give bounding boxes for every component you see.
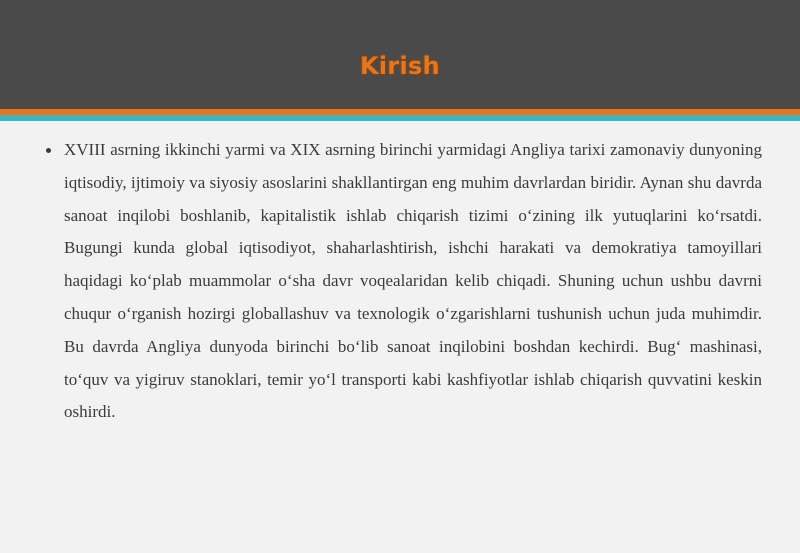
- bullet-item: [40, 134, 762, 429]
- slide-title: Kirish: [359, 52, 441, 80]
- bullet-text: XVIII asrning ikkinchi yarmi va XIX asrning birinchi yarmidagi Angliya tarixi zamonaviy dunyoning iqtisodiy, ijtimoiy va siyosiy asoslarini shakllantirgan eng muhim davrlardan biridir. Aynan shu davrda sanoat inqilobi boshlanib, kapitalistik ishlab chiqarish tizimi o‘zining ilk yutuqlarini ko‘rsatdi. Bugungi kunda global iqtisodiyot, shaharlashtirish, ishchi harakati va demokratiya tamoyillari haqidagi ko‘plab muammolar o‘sha davr voqealaridan kelib chiqadi. Shuning uchun ushbu davrni chuqur o‘rganish hozirgi globallashuv va texnologik o‘zgarishlarni tushunish uchun juda muhimdir. Bu davrda Angliya dunyoda birinchi bo‘lib sanoat inqilobini boshdan kechirdi. Bug‘ mashinasi, to‘quv va yigiruv stanoklari, temir yo‘l transporti kabi kashfiyotlar ishlab chiqarish quvvatini keskin oshirdi.: [64, 140, 762, 422]
- bullet-list: [40, 134, 762, 429]
- title-band: [0, 0, 800, 109]
- accent-stripe-teal: [0, 115, 800, 121]
- bullet-dot-icon: [46, 148, 51, 153]
